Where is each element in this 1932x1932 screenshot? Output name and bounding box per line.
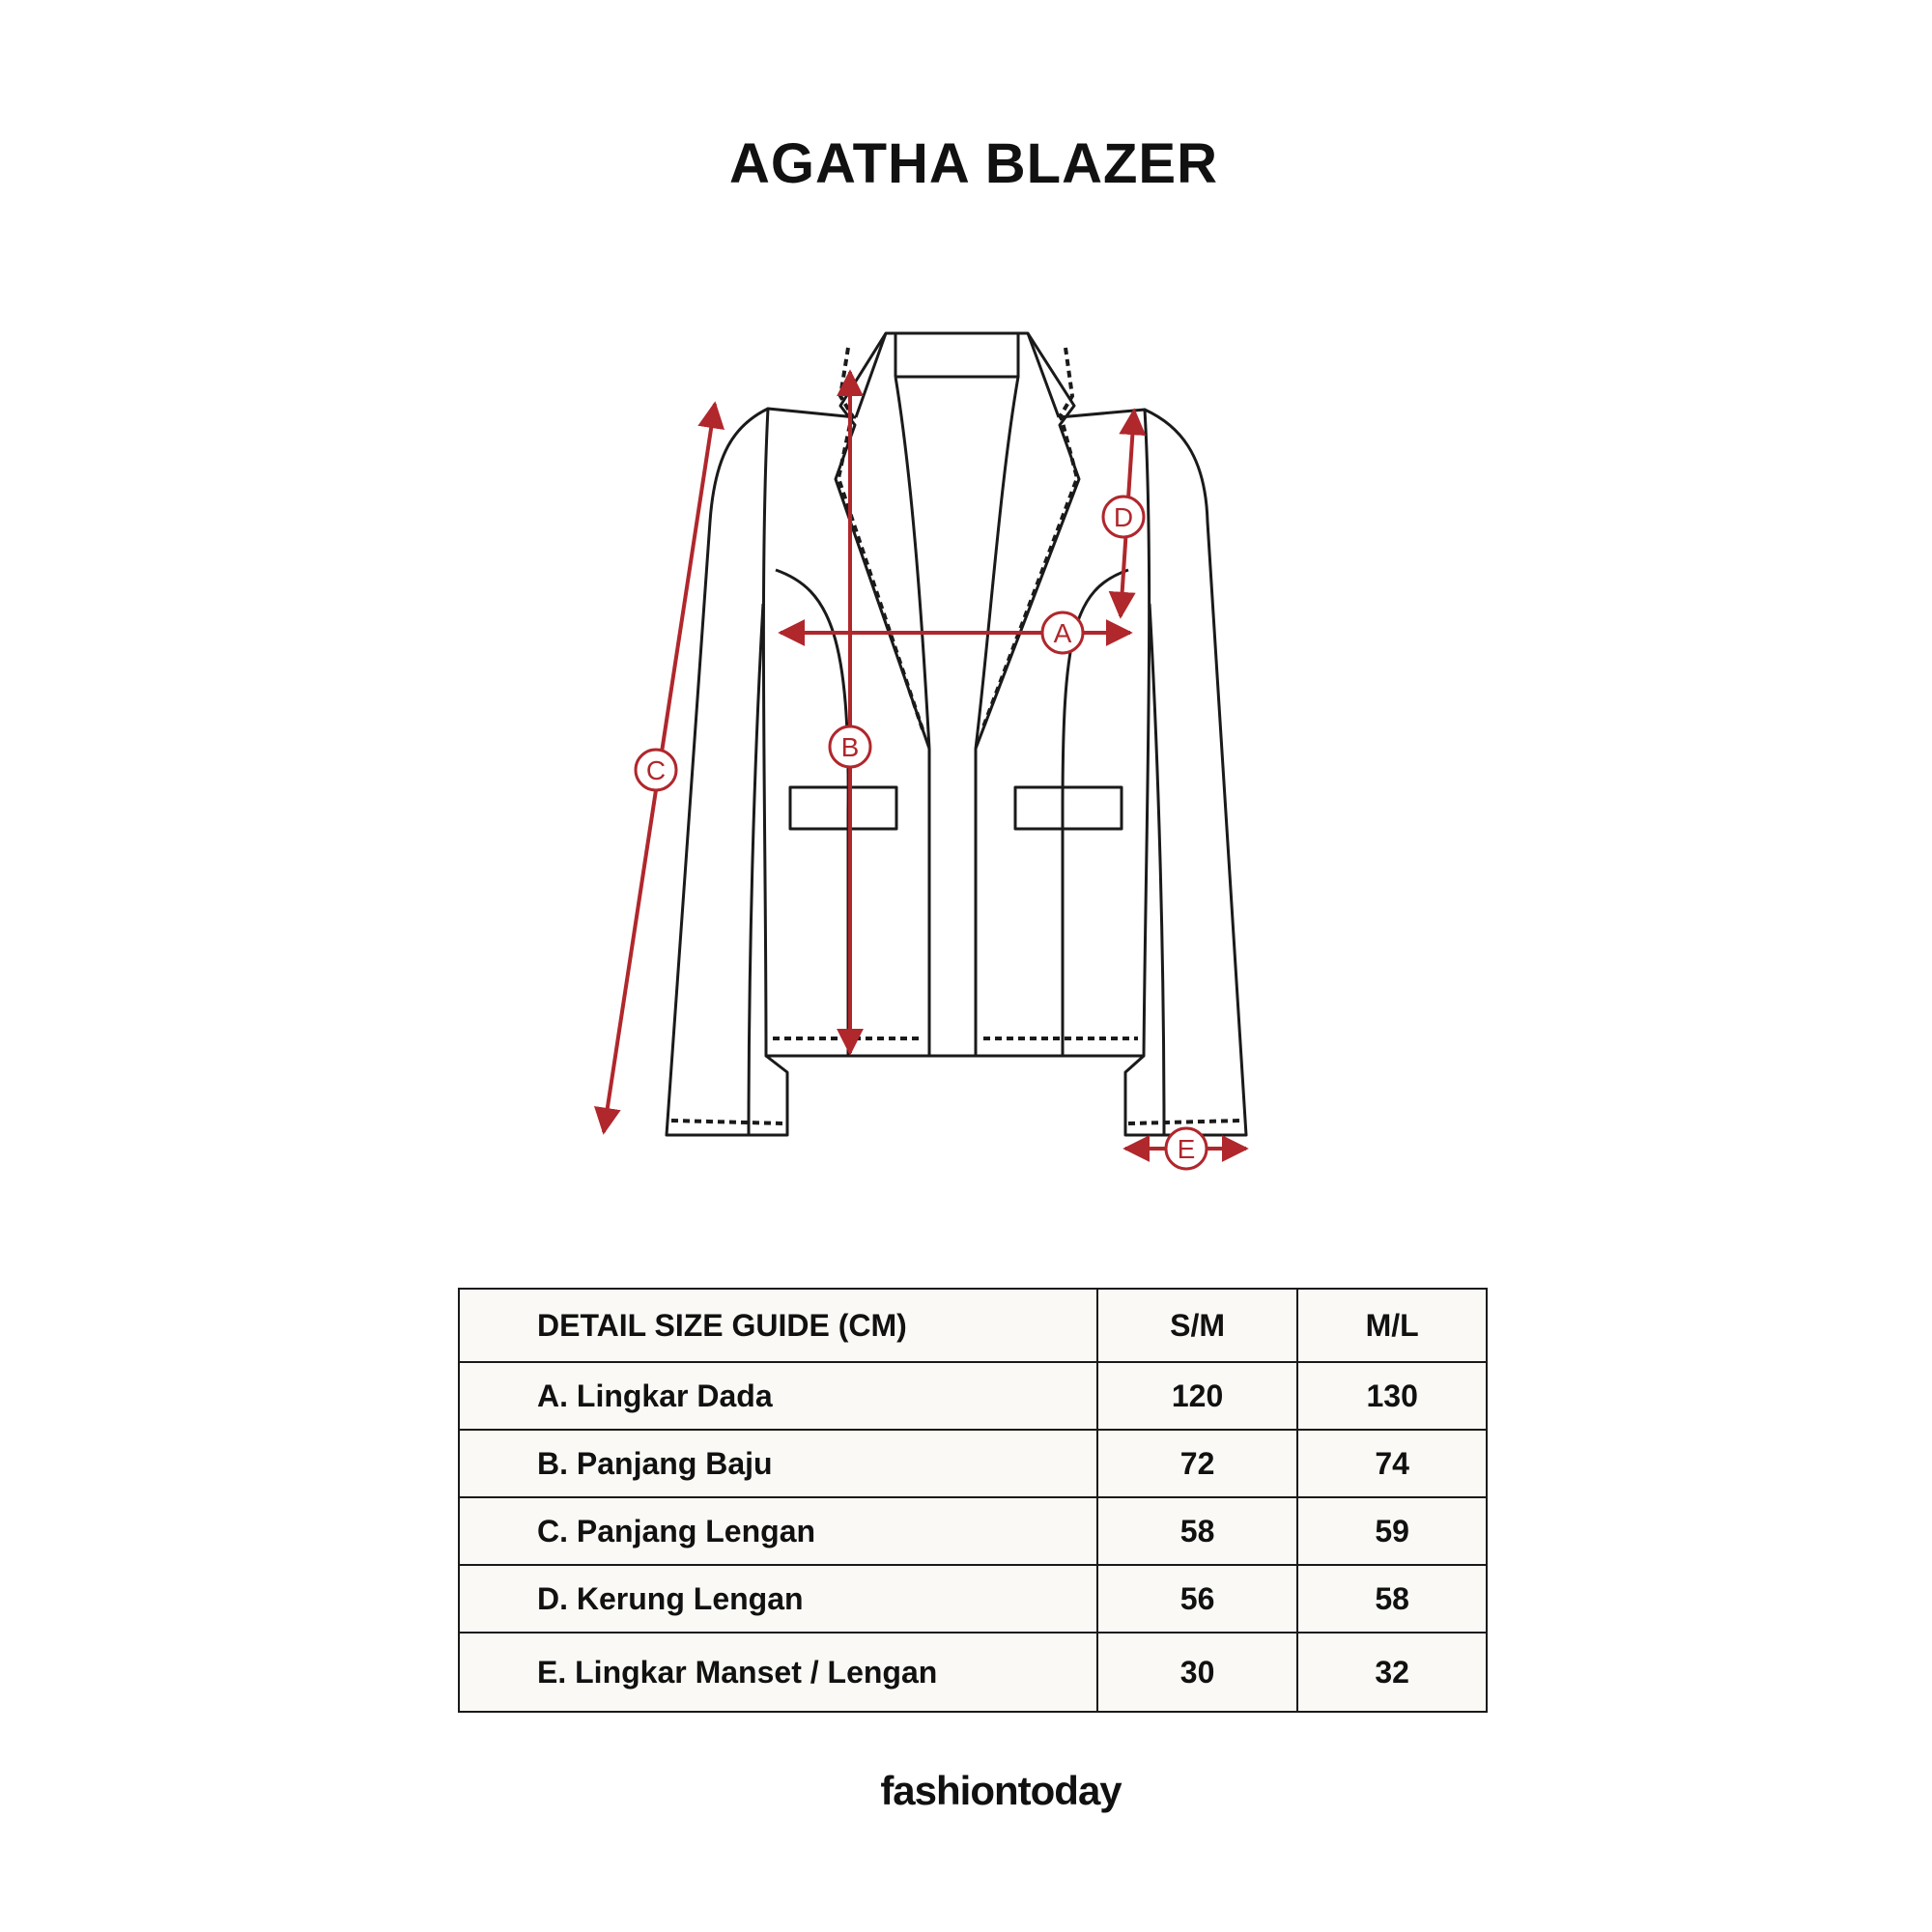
header-size-1: S/M <box>1097 1289 1298 1362</box>
marker-a <box>1042 612 1083 653</box>
brand-logo: fashiontoday <box>880 1768 1122 1813</box>
size-guide-table <box>458 1288 1488 1713</box>
svg-text:A: A <box>1053 618 1072 648</box>
header-label: DETAIL SIZE GUIDE (CM) <box>459 1289 1097 1362</box>
table-row <box>459 1362 1487 1430</box>
row-label: B. Panjang Baju <box>459 1430 1097 1497</box>
marker-b <box>830 726 870 767</box>
left-sleeve <box>667 409 787 1135</box>
row-size-2: 130 <box>1297 1362 1487 1430</box>
marker-e <box>1166 1128 1207 1169</box>
row-size-2: 32 <box>1297 1633 1487 1712</box>
marker-c <box>636 750 676 790</box>
row-label: A. Lingkar Dada <box>459 1362 1097 1430</box>
table-row <box>459 1565 1487 1633</box>
table-row <box>459 1497 1487 1565</box>
header-size-2: M/L <box>1297 1289 1487 1362</box>
row-label: E. Lingkar Manset / Lengan <box>459 1633 1097 1712</box>
table-row <box>459 1633 1487 1712</box>
marker-d <box>1103 497 1144 537</box>
right-pocket <box>1015 787 1122 829</box>
blazer-outline <box>667 333 1246 1135</box>
collar <box>856 333 1059 417</box>
row-label: C. Panjang Lengan <box>459 1497 1097 1565</box>
svg-text:B: B <box>840 732 860 762</box>
row-size-2: 59 <box>1297 1497 1487 1565</box>
left-seam <box>776 570 848 1056</box>
row-size-1: 120 <box>1097 1362 1298 1430</box>
row-size-2: 58 <box>1297 1565 1487 1633</box>
table-row <box>459 1430 1487 1497</box>
row-size-1: 58 <box>1097 1497 1298 1565</box>
table-header-row <box>459 1289 1487 1362</box>
row-label: D. Kerung Lengan <box>459 1565 1097 1633</box>
page-title: AGATHA BLAZER <box>729 132 1218 195</box>
measure-lines <box>604 372 1246 1149</box>
row-size-1: 72 <box>1097 1430 1298 1497</box>
row-size-1: 56 <box>1097 1565 1298 1633</box>
row-size-1: 30 <box>1097 1633 1298 1712</box>
left-pocket <box>790 787 896 829</box>
blazer-body <box>763 409 1149 1056</box>
svg-text:E: E <box>1177 1134 1196 1164</box>
svg-text:D: D <box>1113 502 1134 532</box>
svg-text:C: C <box>645 755 667 785</box>
row-size-2: 74 <box>1297 1430 1487 1497</box>
